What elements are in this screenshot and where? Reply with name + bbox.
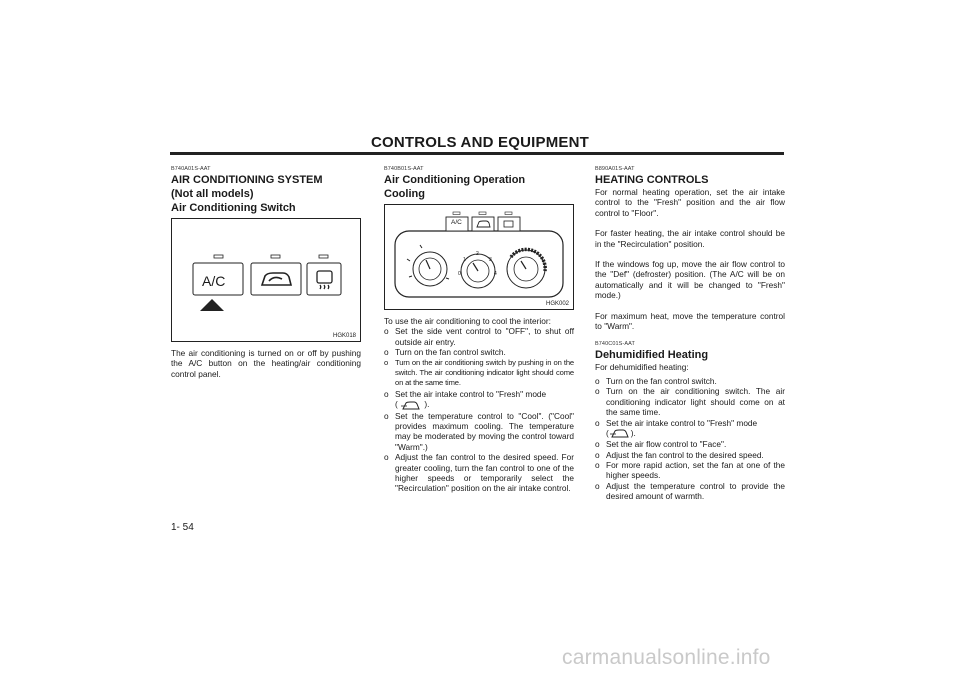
list-item: o Set the air intake control to "Fresh" mode ( ).	[384, 388, 547, 410]
page-number: 1- 54	[171, 522, 194, 533]
climate-panel-illustration	[385, 205, 573, 309]
cooling-intro: To use the air conditioning to cool the interior:	[384, 316, 551, 326]
fresh-air-icon	[400, 400, 422, 411]
list-item: o Adjust the fan control to the desired speed.	[595, 449, 764, 460]
list-item: o For more rapid action, set the fan at one of the higher speeds.	[595, 460, 785, 481]
list-item: o Set the air flow control to "Face".	[595, 439, 727, 450]
column-ac-system	[171, 166, 361, 379]
section-code: B740A01S-AAT	[171, 166, 211, 172]
section-title-line-2: (Not all models)	[171, 188, 254, 200]
ac-button-label: A/C	[202, 273, 226, 289]
list-item: o Turn on the air conditioning switch by pushing in on the switch. The air conditioning indicator light should come on at the same time.	[384, 357, 574, 388]
ac-button-label: A/C	[451, 219, 462, 226]
heating-paragraph-2: For faster heating, the air intake control should be in the "Recirculation" position.	[595, 228, 785, 249]
section-title-line-3: Air Conditioning Switch	[171, 202, 296, 214]
pointer-arrow-icon	[200, 299, 224, 311]
section-code-2: B740C01S-AAT	[595, 341, 635, 348]
heating-paragraph-3: If the windows fog up, move the air flow control to the "Def" (defroster) position. (The A/C will be on automatically and it will be changed to "Fresh" mode.)	[595, 259, 785, 301]
fresh-air-icon	[609, 428, 631, 439]
fan-mark-0: 0	[458, 271, 461, 277]
ac-switch-description: The air conditioning is turned on or off by pushing the A/C button on the heating/air conditioning control panel.	[171, 348, 361, 379]
cooling-steps	[384, 326, 574, 493]
header-rule	[170, 152, 784, 155]
ac-switch-illustration	[172, 219, 360, 341]
list-item: o Turn on the air conditioning switch. The air conditioning indicator light should come on at the same time.	[595, 386, 785, 418]
fan-mark-2: 2	[476, 251, 479, 257]
fan-mark-3: 3	[489, 257, 492, 263]
list-item: o Turn on the fan control switch.	[595, 375, 717, 386]
climate-panel-figure	[384, 204, 574, 310]
fan-mark-4: 4	[494, 271, 497, 277]
fan-mark-1: 1	[463, 257, 466, 263]
section-code: B890A01S-AAT	[595, 166, 635, 172]
list-item: o Turn on the fan control switch.	[384, 347, 506, 358]
section-title: HEATING CONTROLS	[595, 174, 709, 186]
figure-code: HGK002	[545, 301, 569, 307]
heating-paragraph-1: For normal heating operation, set the air intake control to the "Fresh" position and the air flow control to "Floor".	[595, 187, 785, 218]
temperature-knob	[507, 249, 545, 288]
list-item: o Adjust the temperature control to provide the desired amount of warmth.	[595, 480, 785, 502]
page-title: CONTROLS AND EQUIPMENT	[370, 134, 589, 151]
section-title-line-1: AIR CONDITIONING SYSTEM	[171, 174, 323, 186]
section-code: B740B01S-AAT	[384, 166, 424, 172]
list-item: o Adjust the fan control to the desired speed. For greater cooling, turn the fan control to one of the higher speeds or temporarily select the "Recirculation" position on the air intake control.	[384, 452, 574, 494]
heating-paragraph-4: For maximum heat, move the temperature control to "Warm".	[595, 310, 785, 332]
column-ac-operation	[384, 166, 574, 494]
section-title-line-2: Cooling	[384, 188, 425, 200]
dehumidified-intro: For dehumidified heating:	[595, 362, 689, 373]
figure-code: HGK018	[332, 333, 356, 339]
section-title-line-1: Air Conditioning Operation	[384, 174, 526, 186]
watermark: carmanualsonline.info	[562, 646, 771, 669]
dehumidified-steps	[595, 376, 785, 502]
list-item: o Set the side vent control to "OFF", to shut off outside air entry.	[384, 326, 574, 347]
section-title-2: Dehumidified Heating	[595, 349, 709, 362]
ac-switch-figure	[171, 218, 361, 342]
list-item: o Set the temperature control to "Cool". ("Cool" provides maximum cooling. The temperature may be moderated by moving the control toward "Warm".)	[384, 410, 574, 452]
list-item: o Set the air intake control to "Fresh" mode ( ).	[595, 417, 758, 438]
column-heating-controls	[595, 166, 785, 502]
